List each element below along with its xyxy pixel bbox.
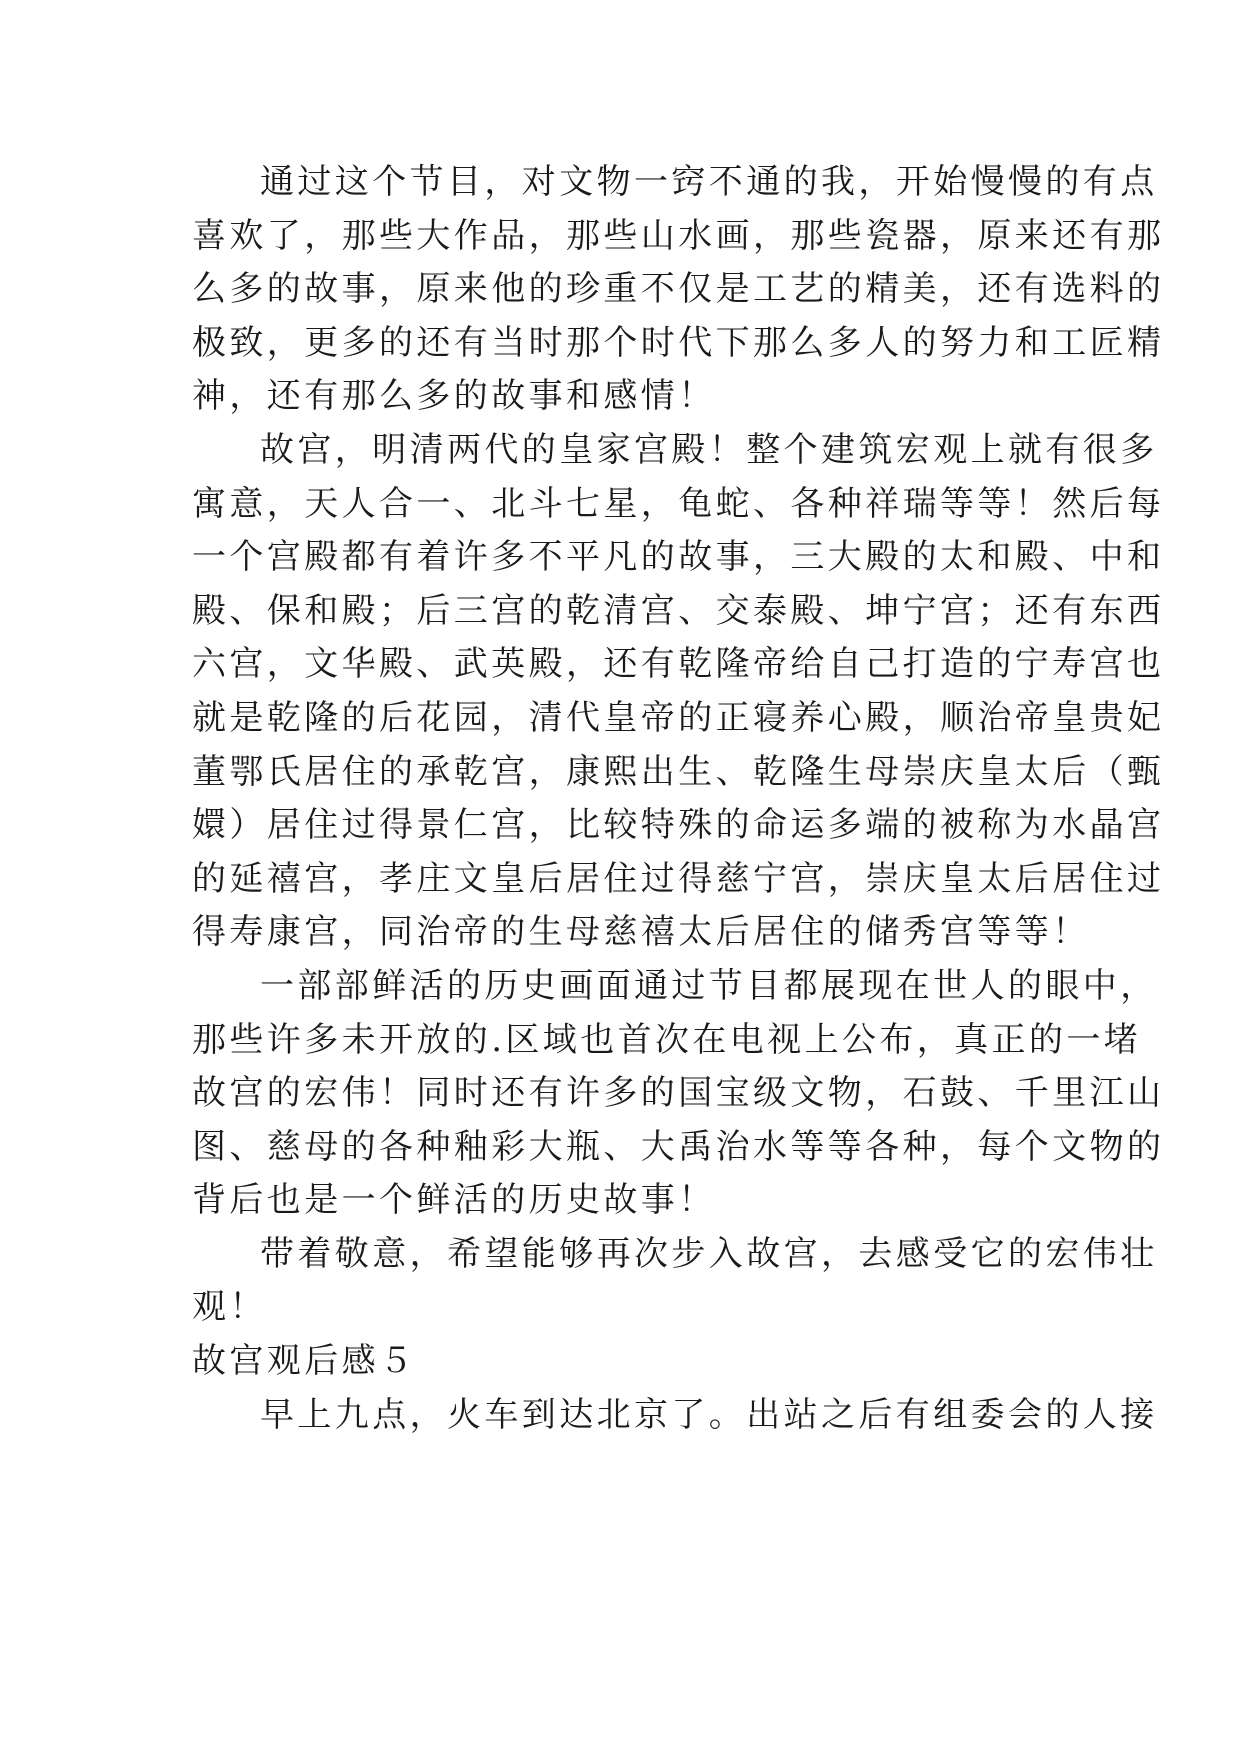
text-line: 那些许多未开放的.区域也首次在电视上公布，真正的一堵 [192,1019,1142,1060]
text-line: 观！ [192,1287,267,1328]
text-line: 六宫，文华殿、武英殿，还有乾隆帝给自己打造的宁寿宫也 [192,644,1165,685]
text-line: 一个宫殿都有着许多不平凡的故事，三大殿的太和殿、中和 [192,537,1165,578]
text-line: 嬛）居住过得景仁宫，比较特殊的命运多端的被称为水晶宫 [192,805,1165,846]
text-line: 故宫，明清两代的皇家宫殿！整个建筑宏观上就有很多 [260,429,1158,470]
text-line: 喜欢了，那些大作品，那些山水画，那些瓷器，原来还有那 [192,215,1165,256]
text-line: 就是乾隆的后花园，清代皇帝的正寝养心殿，顺治帝皇贵妃 [192,697,1165,738]
text-line: 通过这个节目，对文物一窍不通的我，开始慢慢的有点 [260,162,1158,202]
text-line: 得寿康宫，同治帝的生母慈禧太后居住的储秀宫等等！ [192,912,1090,953]
text-line: 殿、保和殿；后三宫的乾清宫、交泰殿、坤宁宫；还有东西 [192,590,1165,631]
paragraph-3 [192,960,1165,1228]
text-line: 故宫的宏伟！同时还有许多的国宝级文物，石鼓、千里江山 [192,1073,1165,1114]
text-line: 早上九点，火车到达北京了。出站之后有组委会的人接 [260,1394,1158,1435]
text-line: 寓意，天人合一、北斗七星，龟蛇、各种祥瑞等等！然后每 [192,483,1165,524]
text-line: 背后也是一个鲜活的历史故事！ [192,1180,716,1221]
paragraph-4 [192,1228,1158,1335]
text-line: 图、慈母的各种釉彩大瓶、大禹治水等等各种，每个文物的 [192,1126,1165,1167]
text-line: 极致，更多的还有当时那个时代下那么多人的努力和工匠精 [192,322,1165,363]
paragraph-5 [192,1389,1158,1443]
text-line: 董鄂氏居住的承乾宫，康熙出生、乾隆生母崇庆皇太后（甄 [192,751,1165,792]
text-line: 带着敬意，希望能够再次步入故宫，去感受它的宏伟壮 [260,1233,1158,1274]
document-body [192,156,1165,1442]
paragraph-1 [192,156,1165,424]
text-line: 的延禧宫，孝庄文皇后居住过得慈宁宫，崇庆皇太后居住过 [192,858,1165,899]
section-heading: 故宫观后感５ [192,1341,417,1382]
paragraph-2 [192,424,1165,960]
text-line: 神，还有那么多的故事和感情！ [192,376,716,417]
text-line: 么多的故事，原来他的珍重不仅是工艺的精美，还有选料的 [192,269,1165,310]
text-line: 一部部鲜活的历史画面通过节目都展现在世人的眼中， [260,965,1158,1006]
